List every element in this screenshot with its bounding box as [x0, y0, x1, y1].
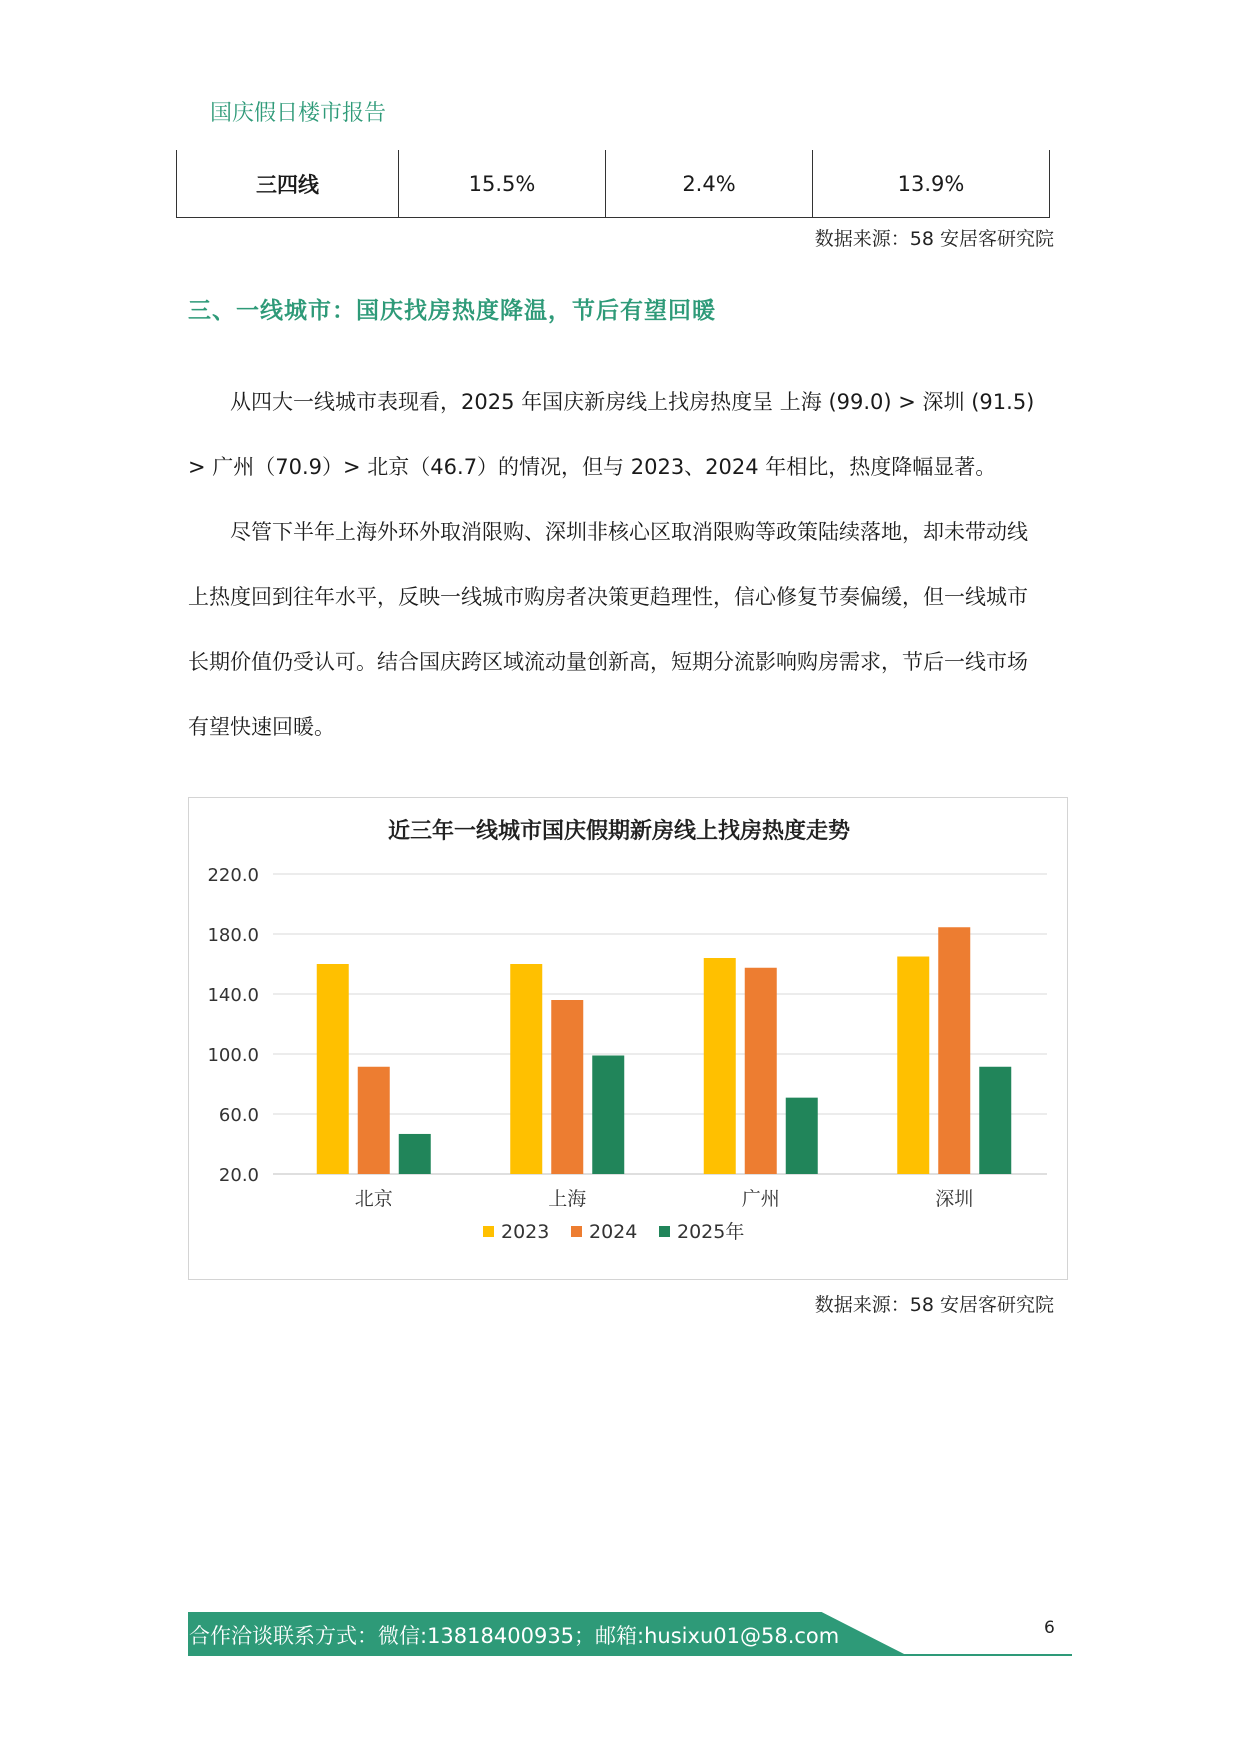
table-row	[176, 150, 1050, 218]
paragraph-line: 尽管下半年上海外环外取消限购、深圳非核心区取消限购等政策陆续落地，却未带动线	[230, 520, 1028, 544]
bar-2024-北京	[358, 1067, 390, 1174]
table-cell-2: 2.4%	[605, 150, 812, 218]
table-cell-3: 13.9%	[812, 150, 1050, 218]
legend-label: 2025年	[677, 1221, 745, 1243]
x-tick-label: 北京	[354, 1188, 393, 1210]
y-tick-label: 140.0	[207, 985, 259, 1006]
y-tick-label: 220.0	[207, 865, 259, 886]
bar-2023-北京	[317, 964, 349, 1174]
paragraph-line: 上热度回到往年水平，反映一线城市购房者决策更趋理性，信心修复节奏偏缓，但一线城市	[188, 585, 1028, 609]
bar-2025年-深圳	[979, 1067, 1011, 1174]
paragraph-line: > 广州（70.9）> 北京（46.7）的情况，但与 2023、2024 年相比，热度降幅显著。	[188, 455, 997, 479]
bar-2025年-广州	[786, 1098, 818, 1174]
bar-2023-上海	[510, 964, 542, 1174]
page-number: 6	[1044, 1618, 1055, 1638]
table-cell-tier: 三四线	[176, 150, 398, 218]
section-heading: 三、一线城市：国庆找房热度降温，节后有望回暖	[188, 298, 716, 324]
bar-chart-svg	[189, 798, 1069, 1281]
chart-source-note: 数据来源：58 安居客研究院	[814, 1294, 1054, 1316]
bar-chart	[188, 797, 1068, 1280]
x-tick-label: 上海	[548, 1188, 587, 1210]
y-tick-label: 100.0	[207, 1045, 259, 1066]
bar-2024-上海	[551, 1000, 583, 1174]
x-tick-label: 深圳	[935, 1188, 974, 1210]
y-tick-label: 180.0	[207, 925, 259, 946]
paragraph-line: 长期价值仍受认可。结合国庆跨区域流动量创新高，短期分流影响购房需求，节后一线市场	[188, 650, 1028, 674]
paragraph-line: 有望快速回暖。	[188, 715, 335, 739]
legend-label: 2023	[501, 1221, 550, 1243]
y-tick-label: 60.0	[218, 1105, 259, 1126]
bar-2023-深圳	[897, 957, 929, 1175]
bar-2023-广州	[704, 958, 736, 1174]
table-cell-1: 15.5%	[398, 150, 605, 218]
report-title: 国庆假日楼市报告	[210, 101, 387, 126]
chart-title: 近三年一线城市国庆假期新房线上找房热度走势	[387, 819, 851, 844]
x-tick-label: 广州	[741, 1188, 780, 1210]
legend-swatch	[483, 1226, 494, 1237]
table-source-note: 数据来源：58 安居客研究院	[814, 228, 1054, 250]
paragraph-line: 从四大一线城市表现看，2025 年国庆新房线上找房热度呈 上海 (99.0) > 深圳 (91.5)	[230, 390, 1035, 414]
paragraph-1	[188, 370, 1054, 760]
legend-swatch	[659, 1226, 670, 1237]
footer-divider	[188, 1654, 1072, 1656]
bar-2024-广州	[745, 968, 777, 1174]
bar-2024-深圳	[938, 927, 970, 1174]
legend-swatch	[571, 1226, 582, 1237]
y-tick-label: 20.0	[218, 1165, 259, 1186]
bar-2025年-北京	[399, 1134, 431, 1174]
legend-label: 2024	[589, 1221, 638, 1243]
bar-2025年-上海	[592, 1056, 624, 1175]
footer-divider-top	[188, 1612, 800, 1614]
footer-contact: 合作洽谈联系方式：微信:13818400935；邮箱:husixu01@58.com	[189, 1624, 840, 1648]
